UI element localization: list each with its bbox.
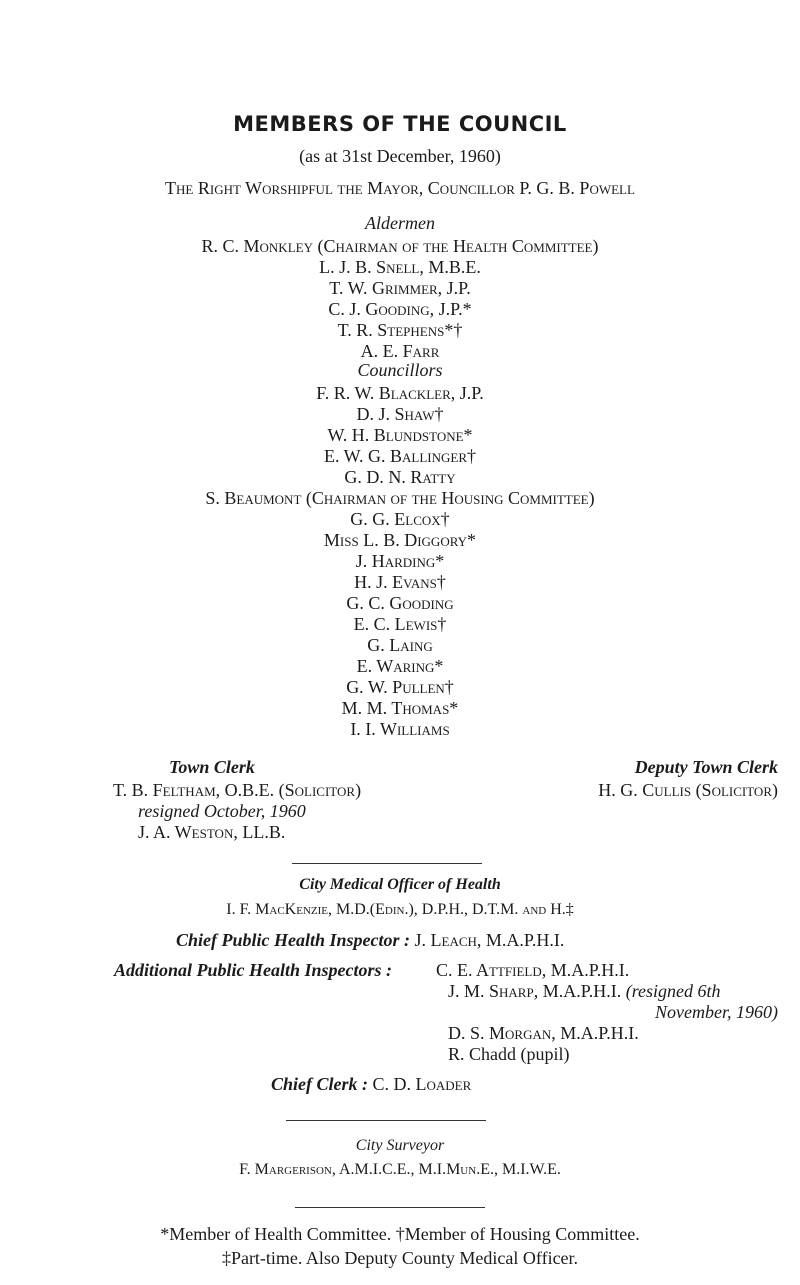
surveyor-name: F. Margerison, A.M.I.C.E., M.I.Mun.E., M.I.W.E.	[239, 1161, 561, 1178]
chief-clerk-name: C. D. Loader	[372, 1074, 472, 1094]
date-subtitle: (as at 31st December, 1960)	[299, 146, 501, 166]
aldermen-list	[0, 236, 800, 362]
councillor-entry: G. G. Elcox†	[350, 509, 450, 529]
alderman-entry: A. E. Farr	[360, 341, 440, 361]
councillor-entry: M. M. Thomas*	[341, 698, 459, 718]
town-clerk-resigned-note: resigned October, 1960	[138, 801, 306, 821]
councillor-entry: E. W. G. Ballinger†	[324, 446, 476, 466]
chief-inspector-line	[176, 930, 564, 951]
inspector-name: J. M. Sharp, M.A.P.H.I.	[448, 981, 622, 1001]
sharp-resigned-note: (resigned 6th	[625, 981, 721, 1001]
chief-clerk-line	[271, 1074, 471, 1095]
alderman-entry: C. J. Gooding, J.P.*	[328, 299, 472, 319]
councillor-entry: S. Beaumont (Chairman of the Housing Committee)	[205, 488, 595, 508]
councillor-entry: G. D. N. Ratty	[344, 467, 456, 487]
councillor-entry: W. H. Blundstone*	[327, 425, 473, 445]
councillor-entry: G. C. Gooding	[346, 593, 454, 613]
alderman-entry: R. C. Monkley (Chairman of the Health Committee)	[201, 236, 599, 256]
councillor-entry: Miss L. B. Diggory*	[323, 530, 477, 550]
mayor-line: The Right Worshipful the Mayor, Councillor P. G. B. Powell	[165, 178, 635, 198]
councillor-entry: I. I. Williams	[350, 719, 450, 739]
councillor-entry: H. J. Evans†	[354, 572, 446, 592]
moh-heading: City Medical Officer of Health	[299, 876, 501, 893]
alderman-entry: L. J. B. Snell, M.B.E.	[319, 257, 481, 277]
chief-inspector-label: Chief Public Health Inspector :	[176, 930, 410, 950]
inspector-entry: R. Chadd (pupil)	[448, 1044, 570, 1064]
town-clerk-name: T. B. Feltham, O.B.E. (Solicitor)	[113, 780, 362, 800]
town-clerk-heading: Town Clerk	[169, 757, 255, 777]
inspector-entry: D. S. Morgan, M.A.P.H.I.	[448, 1023, 639, 1043]
additional-inspectors-label: Additional Public Health Inspectors :	[114, 960, 393, 980]
deputy-town-clerk-name: H. G. Cullis (Solicitor)	[598, 780, 778, 800]
divider	[295, 1207, 485, 1208]
chief-inspector-name: J. Leach, M.A.P.H.I.	[414, 930, 565, 950]
footnote-committees: *Member of Health Committee. †Member of Housing Committee.	[160, 1224, 640, 1244]
councillor-entry: D. J. Shaw†	[356, 404, 444, 424]
inspector-entry: C. E. Attfield, M.A.P.H.I.	[436, 960, 630, 980]
deputy-town-clerk-heading: Deputy Town Clerk	[634, 757, 778, 777]
chief-clerk-label: Chief Clerk :	[271, 1074, 368, 1094]
aldermen-heading: Aldermen	[365, 213, 435, 233]
councillor-entry: G. W. Pullen†	[346, 677, 454, 697]
councillor-entry: G. Laing	[367, 635, 433, 655]
councillors-heading: Councillors	[357, 360, 443, 380]
surveyor-heading: City Surveyor	[355, 1137, 445, 1154]
inspector-entry-sharp	[448, 981, 721, 1002]
divider	[286, 1120, 486, 1121]
alderman-entry: T. W. Grimmer, J.P.	[329, 278, 471, 298]
page-title: MEMBERS OF THE COUNCIL	[233, 112, 567, 136]
councillor-entry: E. Waring*	[356, 656, 444, 676]
councillors-list	[0, 383, 800, 740]
divider	[292, 863, 482, 864]
councillor-entry: F. R. W. Blackler, J.P.	[316, 383, 484, 403]
town-clerk-successor: J. A. Weston, LL.B.	[138, 822, 286, 842]
councillor-entry: E. C. Lewis†	[353, 614, 447, 634]
sharp-resigned-note-cont: November, 1960)	[655, 1002, 778, 1022]
moh-name: I. F. MacKenzie, M.D.(Edin.), D.P.H., D.T.M. and H.‡	[226, 901, 574, 918]
footnote-part-time: ‡Part-time. Also Deputy County Medical Officer.	[221, 1248, 579, 1268]
councillor-entry: J. Harding*	[355, 551, 445, 571]
alderman-entry: T. R. Stephens*†	[337, 320, 463, 340]
